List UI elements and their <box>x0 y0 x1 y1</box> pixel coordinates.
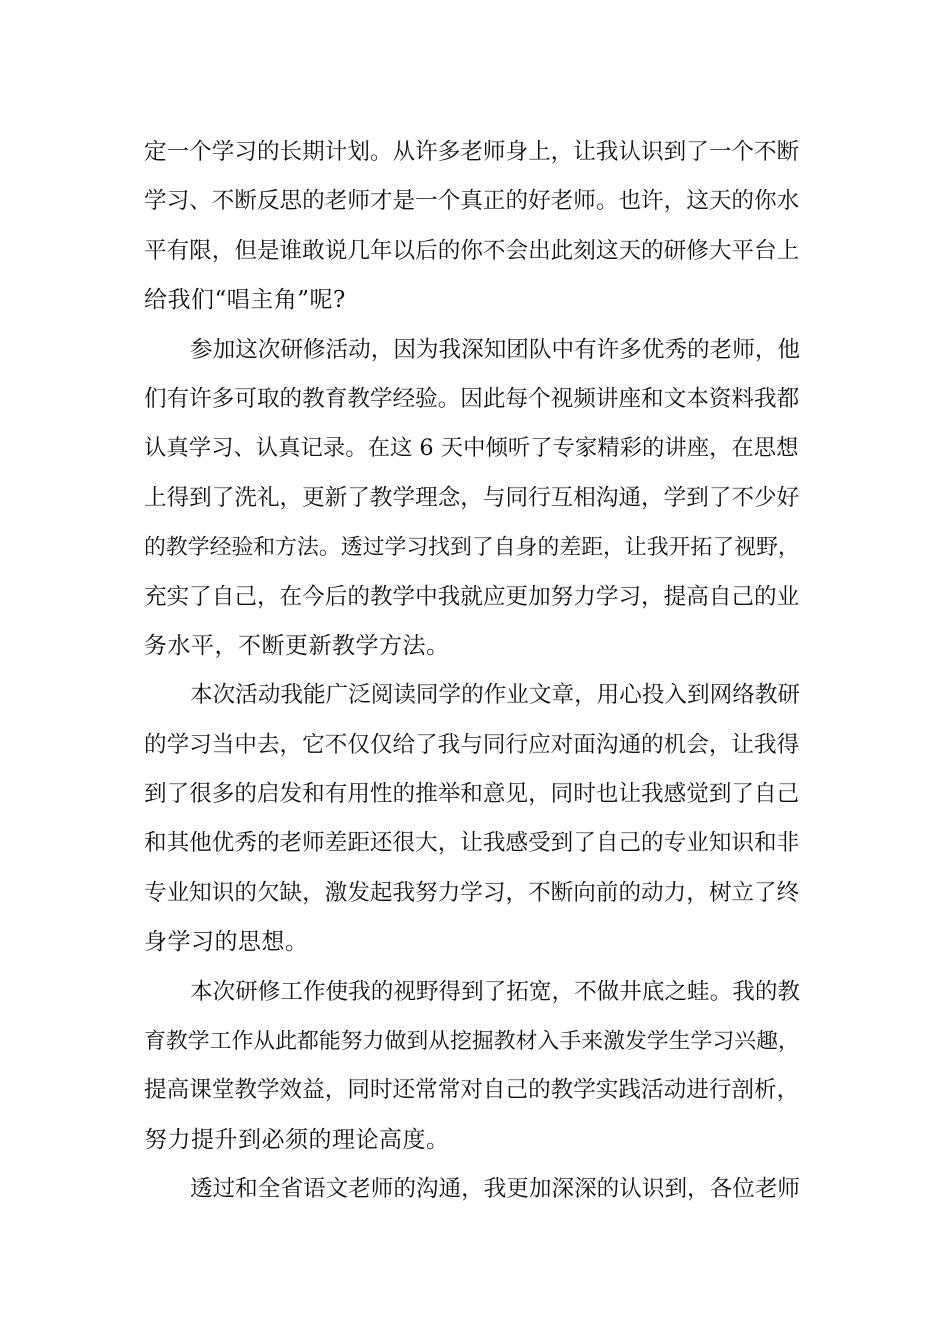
text-line: 和其他优秀的老师差距还很大，让我感受到了自己的专业知识和非 <box>144 830 800 857</box>
text-line: 身学习的思想。 <box>144 929 309 956</box>
text-line: 充实了自己，在今后的教学中我就应更加努力学习，提高自己的业 <box>144 583 800 610</box>
text-line: 专业知识的欠缺，激发起我努力学习，不断向前的动力，树立了终 <box>144 879 800 906</box>
text-line: 上得到了洗礼，更新了教学理念，与同行互相沟通，学到了不少好 <box>144 484 800 511</box>
text-line: 育教学工作从此都能努力做到从挖掘教材入手来激发学生学习兴趣， <box>144 1029 800 1055</box>
text-line: 努力提升到必须的理论高度。 <box>144 1126 450 1153</box>
text-line: 参加这次研修活动，因为我深知团队中有许多优秀的老师，他 <box>190 336 801 363</box>
text-line: 平有限，但是谁敢说几年以后的你不会出此刻这天的研修大平台上 <box>144 237 800 264</box>
text-line: 提高课堂教学效益，同时还常常对自己的教学实践活动进行剖析， <box>144 1077 800 1104</box>
text-line: 认真学习、认真记录。在这 6 天中倾听了专家精彩的讲座，在思想 <box>144 435 799 462</box>
text-line: 们有许多可取的教育教学经验。因此每个视频讲座和文本资料我都 <box>144 385 800 412</box>
text-line: 的教学经验和方法。透过学习找到了自身的差距，让我开拓了视野， <box>144 535 800 561</box>
text-line: 本次活动我能广泛阅读同学的作业文章，用心投入到网络教研 <box>190 682 801 709</box>
text-line: 学习、不断反思的老师才是一个真正的好老师。也许，这天的你水 <box>144 188 800 215</box>
text-line: 的学习当中去，它不仅仅给了我与同行应对面沟通的机会，让我得 <box>144 731 800 758</box>
text-line: 务水平，不断更新教学方法。 <box>144 632 450 659</box>
document-body <box>144 128 814 1215</box>
text-line: 透过和全省语文老师的沟通，我更加深深的认识到，各位老师 <box>190 1176 801 1203</box>
text-line: 本次研修工作使我的视野得到了拓宽，不做井底之蛙。我的教 <box>190 978 801 1005</box>
text-line: 到了很多的启发和有用性的推举和意见，同时也让我感觉到了自己 <box>144 781 800 808</box>
text-line: 定一个学习的长期计划。从许多老师身上，让我认识到了一个不断 <box>144 139 800 165</box>
text-line: 给我们“唱主角”呢? <box>144 287 346 314</box>
